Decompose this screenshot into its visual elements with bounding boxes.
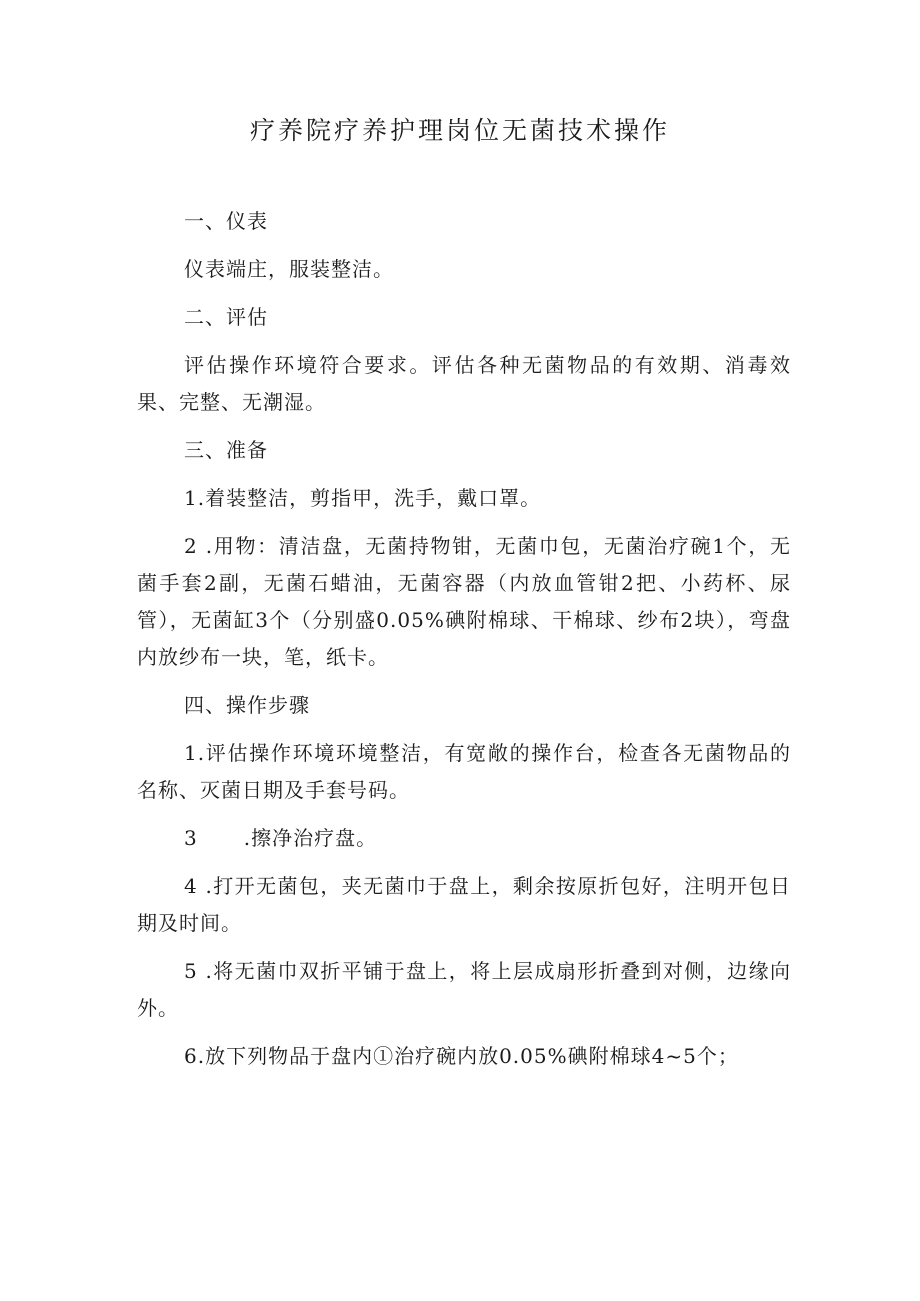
paragraph-assessment: 评估操作环境符合要求。评估各种无菌物品的有效期、消毒效果、完整、无潮湿。 xyxy=(137,353,791,414)
section-heading-appearance: 一、仪表 xyxy=(184,209,268,233)
paragraph-procedure-step-6: 6.放下列物品于盘内①治疗碗内放0.05%碘附棉球4~5个； xyxy=(184,1044,739,1068)
step-text: .擦净治疗盘。 xyxy=(243,826,378,850)
section-heading-assessment: 二、评估 xyxy=(184,305,268,329)
paragraph-appearance: 仪表端庄，服装整洁。 xyxy=(184,257,394,281)
paragraph-procedure-step-1: 1.评估操作环境环境整洁，有宽敞的操作台，检查各无菌物品的名称、灭菌日期及手套号码。 xyxy=(137,741,791,802)
step-number: 3 xyxy=(184,826,198,850)
paragraph-procedure-step-3 xyxy=(137,820,791,857)
section-heading-procedure: 四、操作步骤 xyxy=(184,693,310,717)
paragraph-procedure-step-4: 4 .打开无菌包，夹无菌巾于盘上，剩余按原折包好，注明开包日期及时间。 xyxy=(137,874,791,935)
document-body xyxy=(137,203,791,1086)
section-heading-preparation: 三、准备 xyxy=(184,438,268,462)
document-title: 疗养院疗养护理岗位无菌技术操作 xyxy=(249,116,670,145)
paragraph-procedure-step-5: 5 .将无菌巾双折平铺于盘上，将上层成扇形折叠到对侧，边缘向外。 xyxy=(137,959,791,1020)
paragraph-prep-step-2: 2 .用物：清洁盘，无菌持物钳，无菌巾包，无菌治疗碗1个，无菌手套2副，无菌石蜡油，无菌容器（内放血管钳2把、小药杯、尿管），无菌缸3个（分别盛0.05%碘附棉球、干棉球、纱布2块），弯盘内放纱布一块，笔，纸卡。 xyxy=(137,534,791,669)
paragraph-prep-step-1: 1.着装整洁，剪指甲，洗手，戴口罩。 xyxy=(184,486,542,510)
